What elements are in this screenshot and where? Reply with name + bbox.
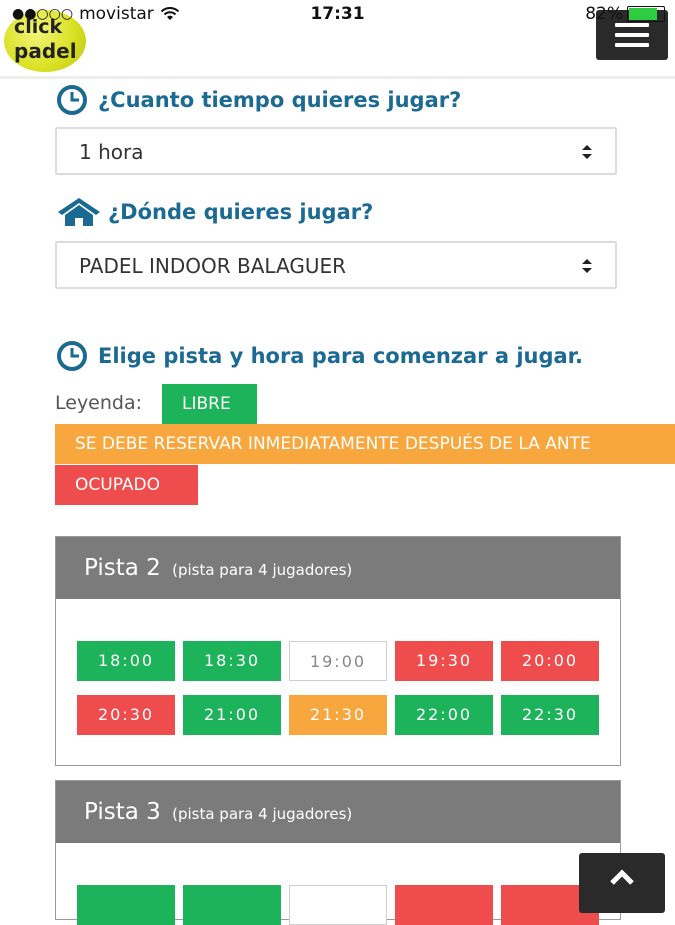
- time-slot-libre[interactable]: 18:30: [183, 641, 281, 681]
- duration-selected-value: 1 hora: [79, 140, 144, 164]
- court-capacity: (pista para 4 jugadores): [172, 561, 353, 579]
- court-name: Pista 3: [84, 799, 161, 825]
- time-slot-vacio[interactable]: 19:00: [289, 641, 387, 681]
- clock-icon: [56, 84, 92, 116]
- time-slot-libre[interactable]: [183, 885, 281, 925]
- clock-time: 17:31: [310, 4, 365, 24]
- duration-title-text: ¿Cuanto tiempo quieres jugar?: [98, 88, 462, 112]
- court-capacity: (pista para 4 jugadores): [172, 805, 353, 823]
- hamburger-menu-icon-bar: [615, 33, 649, 37]
- clock-icon: [56, 340, 92, 372]
- time-slot-libre[interactable]: [77, 885, 175, 925]
- hamburger-menu-icon-bar: [615, 43, 649, 47]
- schedule-title-text: Elige pista y hora para comenzar a jugar.: [98, 344, 584, 368]
- court-card: [55, 780, 621, 920]
- location-selected-value: PADEL INDOOR BALAGUER: [79, 254, 347, 278]
- location-title-text: ¿Dónde quieres jugar?: [108, 200, 374, 224]
- court-header: [56, 537, 620, 599]
- court-header: [56, 781, 620, 843]
- time-slot-libre[interactable]: 22:30: [501, 695, 599, 735]
- court-title: [84, 555, 352, 581]
- scroll-to-top-button[interactable]: [579, 853, 665, 913]
- select-arrows-icon: [581, 257, 593, 275]
- time-slot-ocupado: [395, 885, 493, 925]
- legend-badge-inmediata: SE DEBE RESERVAR INMEDIATAMENTE DESPUÉS DE LA ANTE: [55, 424, 675, 464]
- time-slot-libre[interactable]: 18:00: [77, 641, 175, 681]
- chevron-up-icon: [579, 853, 665, 899]
- legend-badge-ocupado: OCUPADO: [55, 465, 198, 505]
- duration-section-title: [56, 84, 461, 116]
- time-slot-ocupado: 20:00: [501, 641, 599, 681]
- schedule-section-title: [56, 340, 583, 372]
- select-arrows-icon: [581, 143, 593, 161]
- home-icon: [56, 196, 102, 228]
- battery-icon: [627, 6, 665, 22]
- time-slot-ocupado: 20:30: [77, 695, 175, 735]
- battery-fill: [629, 8, 657, 20]
- court-card: [55, 536, 621, 766]
- time-slot-libre[interactable]: 21:00: [183, 695, 281, 735]
- legend-badge-libre: LIBRE: [162, 384, 257, 424]
- time-slot-inmediata[interactable]: 21:30: [289, 695, 387, 735]
- court-name: Pista 2: [84, 555, 161, 581]
- time-slot-libre[interactable]: 22:00: [395, 695, 493, 735]
- battery-percent: 82%: [585, 4, 623, 24]
- signal-strength-icon: ●●○○○: [12, 6, 74, 22]
- court-title: [84, 799, 352, 825]
- status-bar: [0, 0, 675, 28]
- logo-text-click: click: [14, 16, 63, 38]
- time-slot-ocupado: 19:30: [395, 641, 493, 681]
- legend-label: Leyenda:: [55, 392, 143, 414]
- logo-text-padel: padel: [14, 39, 77, 63]
- time-slot-vacio[interactable]: [289, 885, 387, 925]
- location-section-title: [56, 196, 373, 228]
- carrier-name: movistar: [79, 4, 154, 24]
- status-right: [585, 4, 665, 24]
- duration-select[interactable]: [55, 127, 617, 175]
- location-select[interactable]: [55, 241, 617, 289]
